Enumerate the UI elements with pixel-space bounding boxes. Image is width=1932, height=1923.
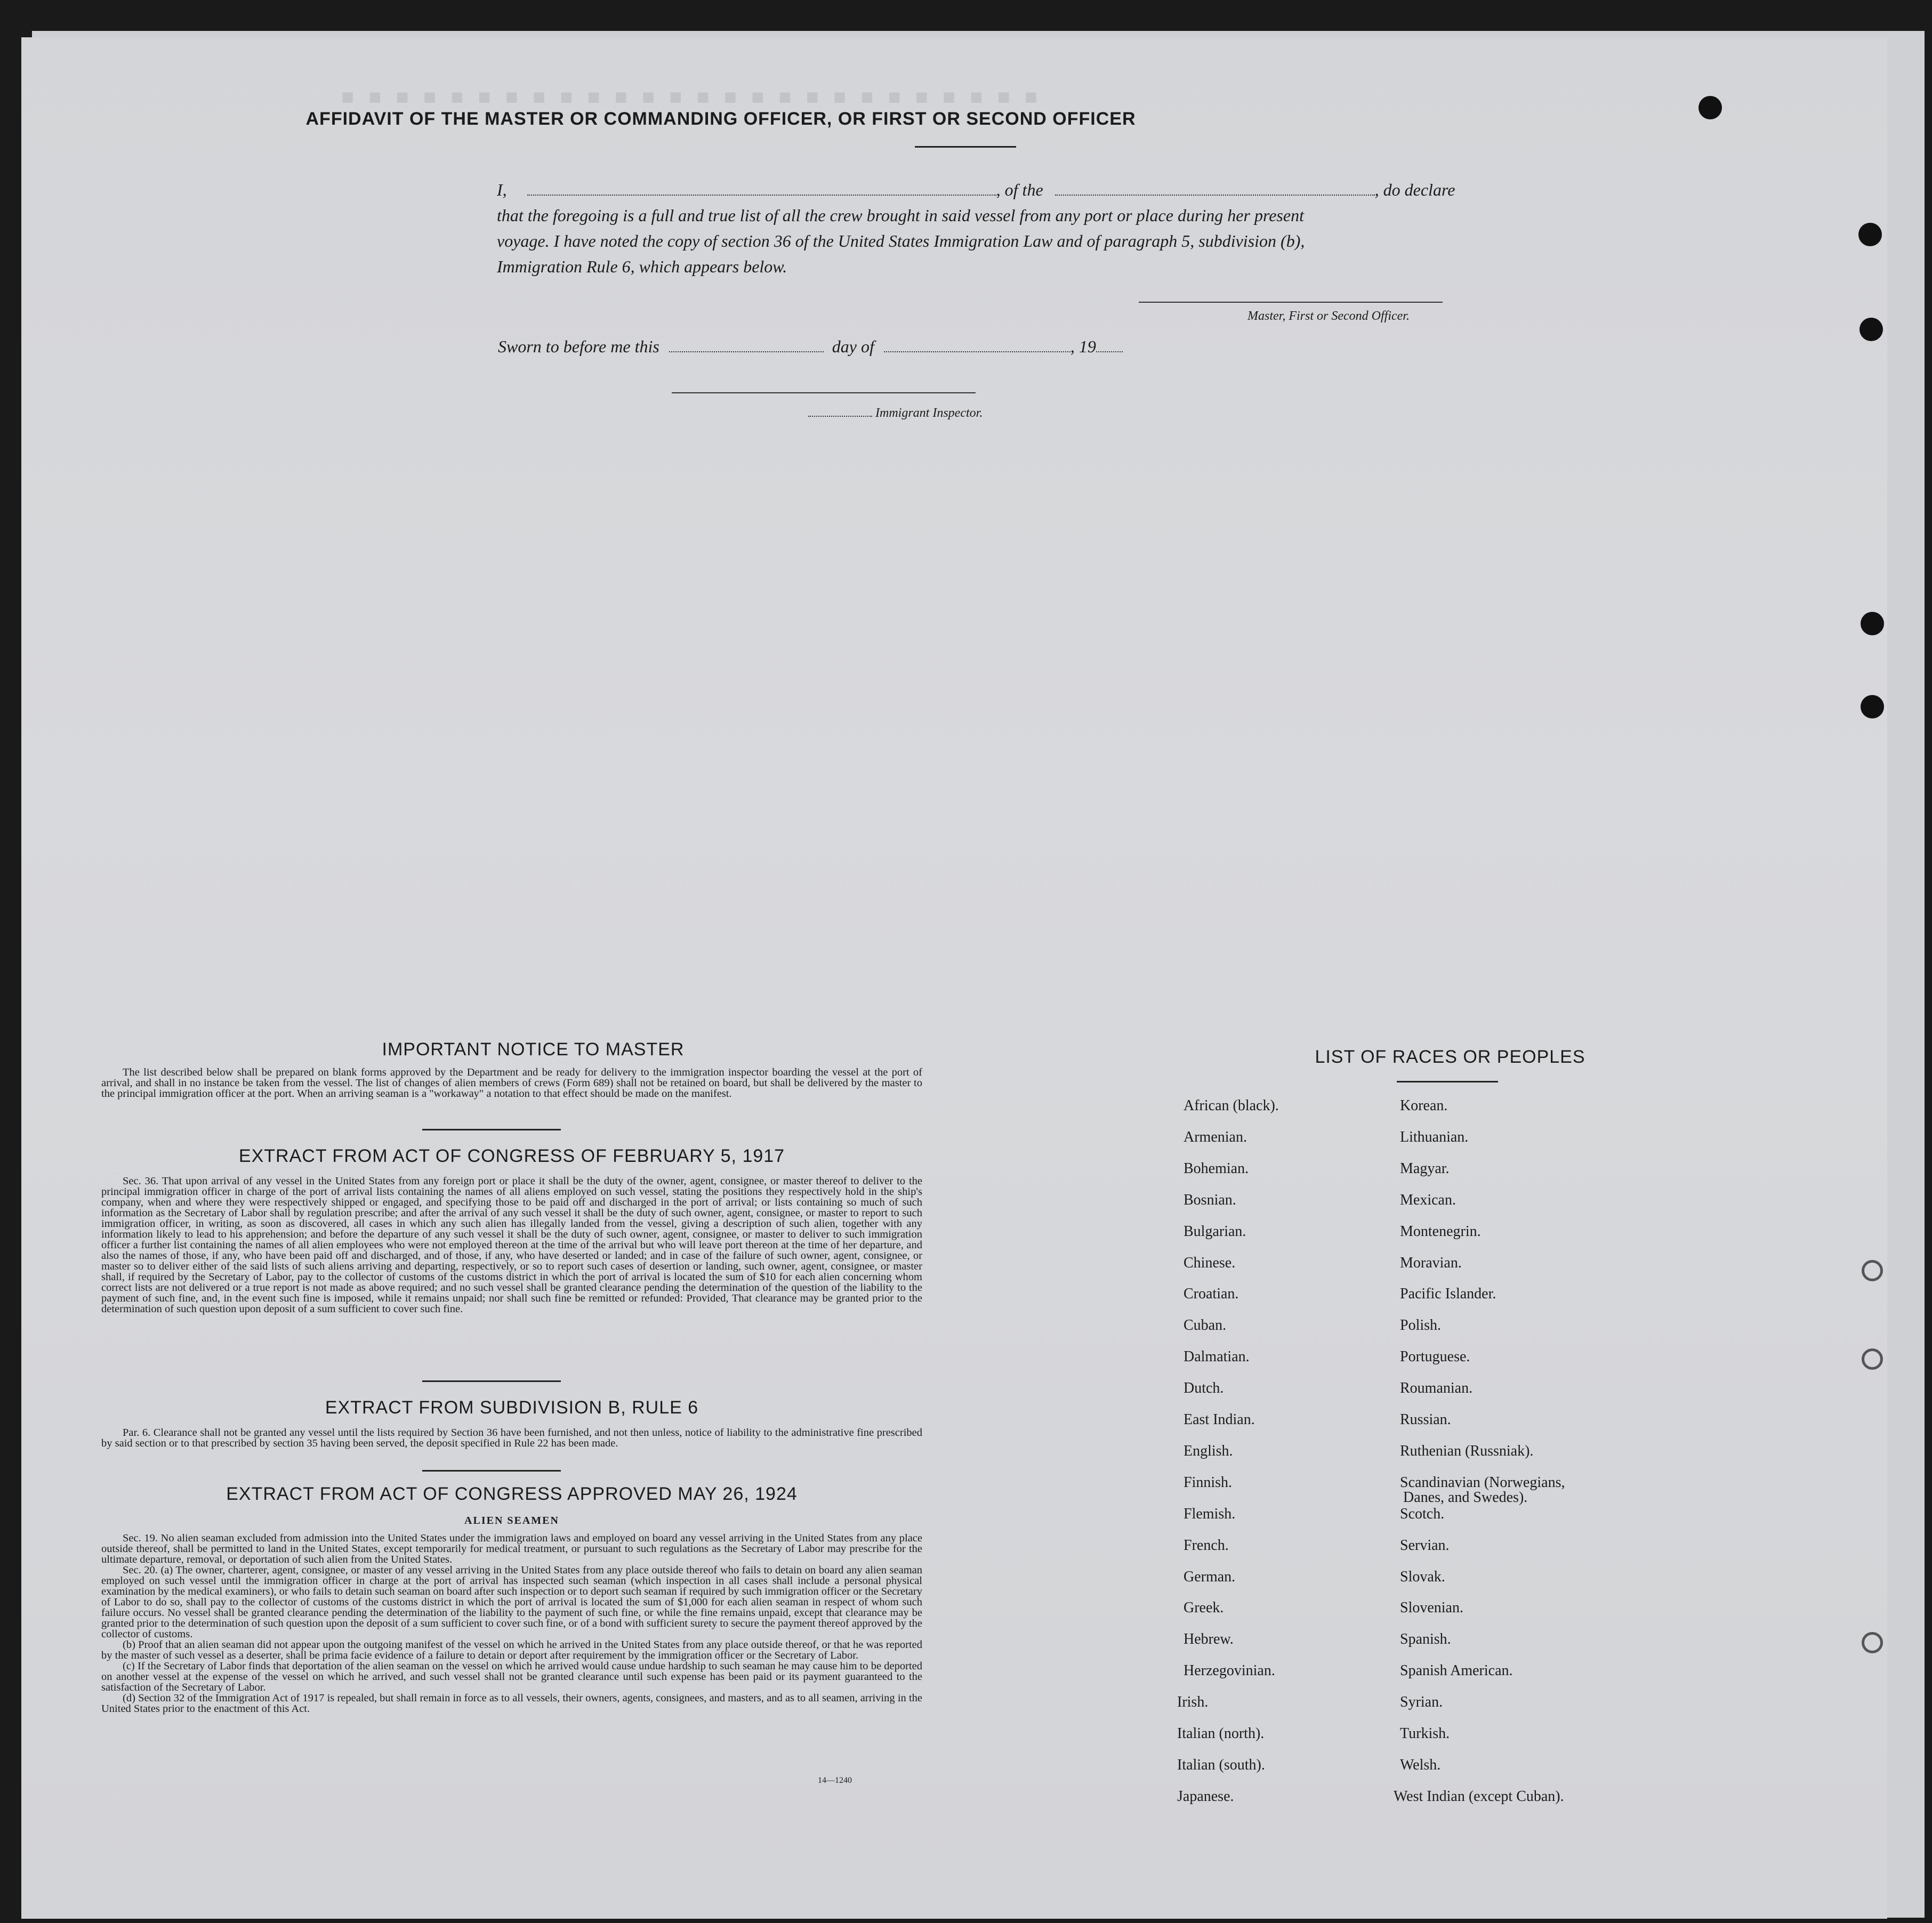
race-item: Cuban. — [1184, 1317, 1227, 1334]
punch-hole — [1858, 223, 1882, 246]
races-title: LIST OF RACES OR PEOPLES — [1315, 1047, 1585, 1067]
race-item: Japanese. — [1177, 1788, 1234, 1805]
race-item: Roumanian. — [1400, 1380, 1473, 1397]
race-item: East Indian. — [1184, 1411, 1255, 1428]
extract-1917-text: Sec. 36. That upon arrival of any vessel in the United States from any foreign port or place it shall be the duty of the owner, agent, consignee, or master thereof to deliver to the principal immigration officer in charge of the port of arrival lists containing the names of all aliens employed on such vessel, stating the positions they respectively hold in the ship's company, when and where they were respectively shipped or engaged, and specifying those to be paid off and discharged in the port of arrival; or lists containing so much of such information as the Secretary of Labor shall by regulation prescribe; and after the arrival of any such vessel it shall be the duty of such owner, agent, consignee, or master to report to such immigration officer, in writing, as soon as discovered, all cases in which any such alien has illegally landed from the vessel, giving a description of such alien, together with any information likely to lead to his apprehension; and before the departure of any such vessel it shall be the duty of such owner, agent, consignee, or master to deliver to such immigration officer a further list containing the names of all alien employees who were not employed thereon at the time of the arrival but who will leave port thereon at the time of her departure, and also the names of those, if any, who have been paid off and discharged, and of those, if any, who have deserted or landed; and in case of the failure of such owner, agent, consignee, or master so to deliver either of the said lists of such aliens arriving and departing, respectively, or so to report such cases of desertion or landing, such owner, agent, consignee, or master shall, if required by the Secretary of Labor, pay to the collector of customs of the customs district in which the port of arrival is located the sum of $10 for each alien concerning whom correct lists are not delivered or a true report is not made as above required; and no such vessel shall be granted clearance pending the determination of the question of the liability to the payment of such fine, and, in the event such fine is imposed, while it remains unpaid; nor shall such fine be remitted or refunded: Provided, That clearance may be granted prior to the determination of such question upon deposit of a sum sufficient to cover such fine. — [101, 1175, 922, 1315]
races-divider — [1397, 1081, 1498, 1082]
form-number: 14—1240 — [818, 1776, 852, 1785]
affidavit-body — [497, 177, 1515, 279]
punch-hole — [1698, 96, 1722, 119]
sworn-prefix: Sworn to before me this — [498, 337, 659, 356]
month-blank[interactable] — [884, 351, 1070, 352]
affidavit-line: voyage. I have noted the copy of section 36 of the United States Immigration Law and of paragraph 5, subdivision (b), — [497, 231, 1305, 251]
race-item: English. — [1184, 1442, 1233, 1459]
race-item: Polish. — [1400, 1317, 1442, 1334]
extract-1924-body — [101, 1533, 922, 1714]
alien-seamen-subtitle: ALIEN SEAMEN — [464, 1515, 559, 1526]
race-item: Scotch. — [1400, 1505, 1445, 1522]
day-blank[interactable] — [669, 351, 824, 352]
affidavit-line: Immigration Rule 6, which appears below. — [497, 257, 787, 276]
sec-20d-paragraph: (d) Section 32 of the Immigration Act of 1917 is repealed, but shall remain in force as to all vessels, their owners, agents, consignees, and masters, and as to all seamen, arriving in the United States prior to the enactment of this Act. — [101, 1692, 922, 1715]
master-signature-label: Master, First or Second Officer. — [1247, 309, 1410, 323]
punch-hole — [1861, 695, 1884, 718]
race-item: French. — [1184, 1537, 1229, 1554]
race-item: Danes, and Swedes). — [1403, 1489, 1528, 1506]
sworn-line — [498, 337, 1123, 357]
race-item: Servian. — [1400, 1537, 1450, 1554]
affidavit-title: AFFIDAVIT OF THE MASTER OR COMMANDING OFFICER, OR FIRST OR SECOND OFFICER — [305, 109, 1136, 129]
race-item: Greek. — [1184, 1599, 1224, 1617]
sec-20b-paragraph: (b) Proof that an alien seaman did not appear upon the outgoing manifest of the vessel on which he arrived in the United States from any place outside thereof, or that he was reported by the master of such vessel as a deserter, shall be prima facie evidence of a failure to detain or deport after requirement by the immigration officer or the Secretary of Labor. — [101, 1639, 922, 1661]
race-item: Slovenian. — [1400, 1599, 1463, 1617]
race-item: Scandinavian (Norwegians, — [1400, 1474, 1565, 1491]
race-item: Hebrew. — [1184, 1631, 1234, 1648]
title-divider — [915, 146, 1016, 148]
race-item: Syrian. — [1400, 1694, 1443, 1711]
notice-text: The list described below shall be prepared on blank forms approved by the Department and be ready for delivery to the immigration inspector boarding the vessel at the port of arrival, and shall in no instance be taken from the vessel. The list of changes of alien members of crews (Form 689) shall not be retained on board, but shall be delivered by the master to the principal immigration officer at the port. When an arriving seaman is a "workaway" a notation to that effect should be made on the manifest. — [101, 1066, 922, 1100]
race-item: Magyar. — [1400, 1160, 1450, 1177]
race-item: Armenian. — [1184, 1128, 1247, 1145]
name-blank[interactable] — [527, 195, 996, 196]
rule-6-text: Par. 6. Clearance shall not be granted any vessel until the lists required by Section 36 have been furnished, and not then unless, notice of liability to the administrative fine prescribed by said section or to that prescribed by section 35 having been served, the deposit specified in Rule 22 has been made. — [101, 1427, 922, 1449]
sworn-year: , 19 — [1070, 337, 1096, 356]
section-divider — [422, 1380, 561, 1382]
race-item: Turkish. — [1400, 1725, 1450, 1742]
race-item: Bohemian. — [1184, 1160, 1249, 1177]
punch-hole — [1862, 1260, 1883, 1281]
punch-hole — [1861, 612, 1884, 635]
punch-hole — [1862, 1348, 1883, 1370]
declaration-line — [497, 177, 1515, 203]
rule-6-title: EXTRACT FROM SUBDIVISION B, RULE 6 — [325, 1397, 699, 1418]
inspector-dots — [808, 416, 872, 417]
race-item: Korean. — [1400, 1097, 1448, 1114]
affidavit-line: that the foregoing is a full and true list of all the crew brought in said vessel from any port or place during her present — [497, 206, 1304, 225]
inspector-signature-line[interactable] — [672, 392, 976, 393]
race-item: Italian (north). — [1177, 1725, 1265, 1742]
race-item: Dutch. — [1184, 1380, 1224, 1397]
race-item: Slovak. — [1400, 1568, 1445, 1585]
race-item: West Indian (except Cuban). — [1394, 1788, 1564, 1805]
document-page — [21, 37, 1887, 1919]
punch-hole — [1862, 1632, 1883, 1653]
sec-19-paragraph: Sec. 19. No alien seaman excluded from admission into the United States under the immigration laws and employed on board any vessel arriving in the United States from any place outside thereof, shall be permitted to land in the United States, except temporarily for medical treatment, or pursuant to such regulations as the Secretary of Labor may prescribe for the ultimate departure, removal, or deportation of such alien from the United States. — [101, 1532, 922, 1565]
race-item: Herzegovinian. — [1184, 1662, 1275, 1679]
race-item: Lithuanian. — [1400, 1128, 1469, 1145]
race-item: African (black). — [1184, 1097, 1279, 1114]
year-blank[interactable] — [1096, 351, 1123, 352]
race-item: Spanish American. — [1400, 1662, 1513, 1679]
race-item: Italian (south). — [1177, 1756, 1265, 1773]
affidavit-i: I, — [497, 180, 507, 199]
race-item: Portuguese. — [1400, 1348, 1470, 1366]
race-item: Pacific Islander. — [1400, 1286, 1496, 1303]
race-item: Dalmatian. — [1184, 1348, 1250, 1366]
master-signature-line[interactable] — [1139, 302, 1443, 303]
race-item: Flemish. — [1184, 1505, 1236, 1522]
race-item: Spanish. — [1400, 1631, 1451, 1648]
race-item: Montenegrin. — [1400, 1223, 1481, 1240]
race-item: Russian. — [1400, 1411, 1451, 1428]
vessel-blank[interactable] — [1055, 195, 1375, 196]
show-through-text: ■ ■ ■ ■ ■ ■ ■ ■ ■ ■ ■ ■ ■ ■ ■ ■ ■ ■ ■ ■ ■ ■ ■ ■ ■ ■ — [341, 85, 1042, 109]
notice-title: IMPORTANT NOTICE TO MASTER — [382, 1039, 685, 1060]
affidavit-declare: , do declare — [1374, 180, 1455, 199]
section-divider — [422, 1470, 561, 1472]
race-item: Welsh. — [1400, 1756, 1441, 1773]
extract-1917-title: EXTRACT FROM ACT OF CONGRESS OF FEBRUARY 5, 1917 — [238, 1146, 785, 1166]
affidavit-of-the: , of the — [996, 180, 1043, 199]
inspector-label — [808, 406, 983, 421]
race-item: Chinese. — [1184, 1254, 1236, 1271]
sec-20a-paragraph: Sec. 20. (a) The owner, charterer, agent, consignee, or master of any vessel arriving in the United States from any place outside thereof who fails to detain on board any alien seaman employed on such vessel until the immigration officer in charge at the port of arrival has inspected such seaman (which inspection in all cases shall include a personal physical examination by the medical examiners), or who fails to detain such seaman on board after such inspection or to deport such seaman if required by such immigration officer or the Secretary of Labor to do so, shall pay to the collector of customs of the customs district in which the port of arrival is located the sum of $1,000 for each alien seaman in respect of whom such failure occurs. No vessel shall be granted clearance pending the determination of the liability to the payment of such fine, or while the fine remains unpaid, except that clearance may be granted prior to the determination of such question upon the deposit of a sum sufficient to cover such fine, or of a bond with sufficient surety to secure the payment thereof approved by the collector of customs. — [101, 1564, 922, 1640]
race-item: German. — [1184, 1568, 1236, 1585]
sworn-day-of: day of — [832, 337, 874, 356]
race-item: Bosnian. — [1184, 1191, 1236, 1208]
race-item: Croatian. — [1184, 1286, 1239, 1303]
race-item: Moravian. — [1400, 1254, 1462, 1271]
race-item: Irish. — [1177, 1694, 1209, 1711]
race-item: Ruthenian (Russniak). — [1400, 1442, 1534, 1459]
race-item: Mexican. — [1400, 1191, 1456, 1208]
extract-1924-title: EXTRACT FROM ACT OF CONGRESS APPROVED MAY 26, 1924 — [226, 1484, 798, 1504]
section-divider — [422, 1129, 561, 1130]
sec-20c-paragraph: (c) If the Secretary of Labor finds that deportation of the alien seaman on the vessel on which he arrived would cause undue hardship to such seaman he may cause him to be deported on another vessel at the expense of the vessel on which he arrived, and such vessel shall not be granted clearance until such expense has been paid or its payment guaranteed to the satisfaction of the Secretary of Labor. — [101, 1660, 922, 1693]
race-item: Finnish. — [1184, 1474, 1233, 1491]
race-item: Bulgarian. — [1184, 1223, 1246, 1240]
inspector-label-text: Immigrant Inspector. — [875, 406, 983, 420]
punch-hole — [1859, 318, 1883, 341]
